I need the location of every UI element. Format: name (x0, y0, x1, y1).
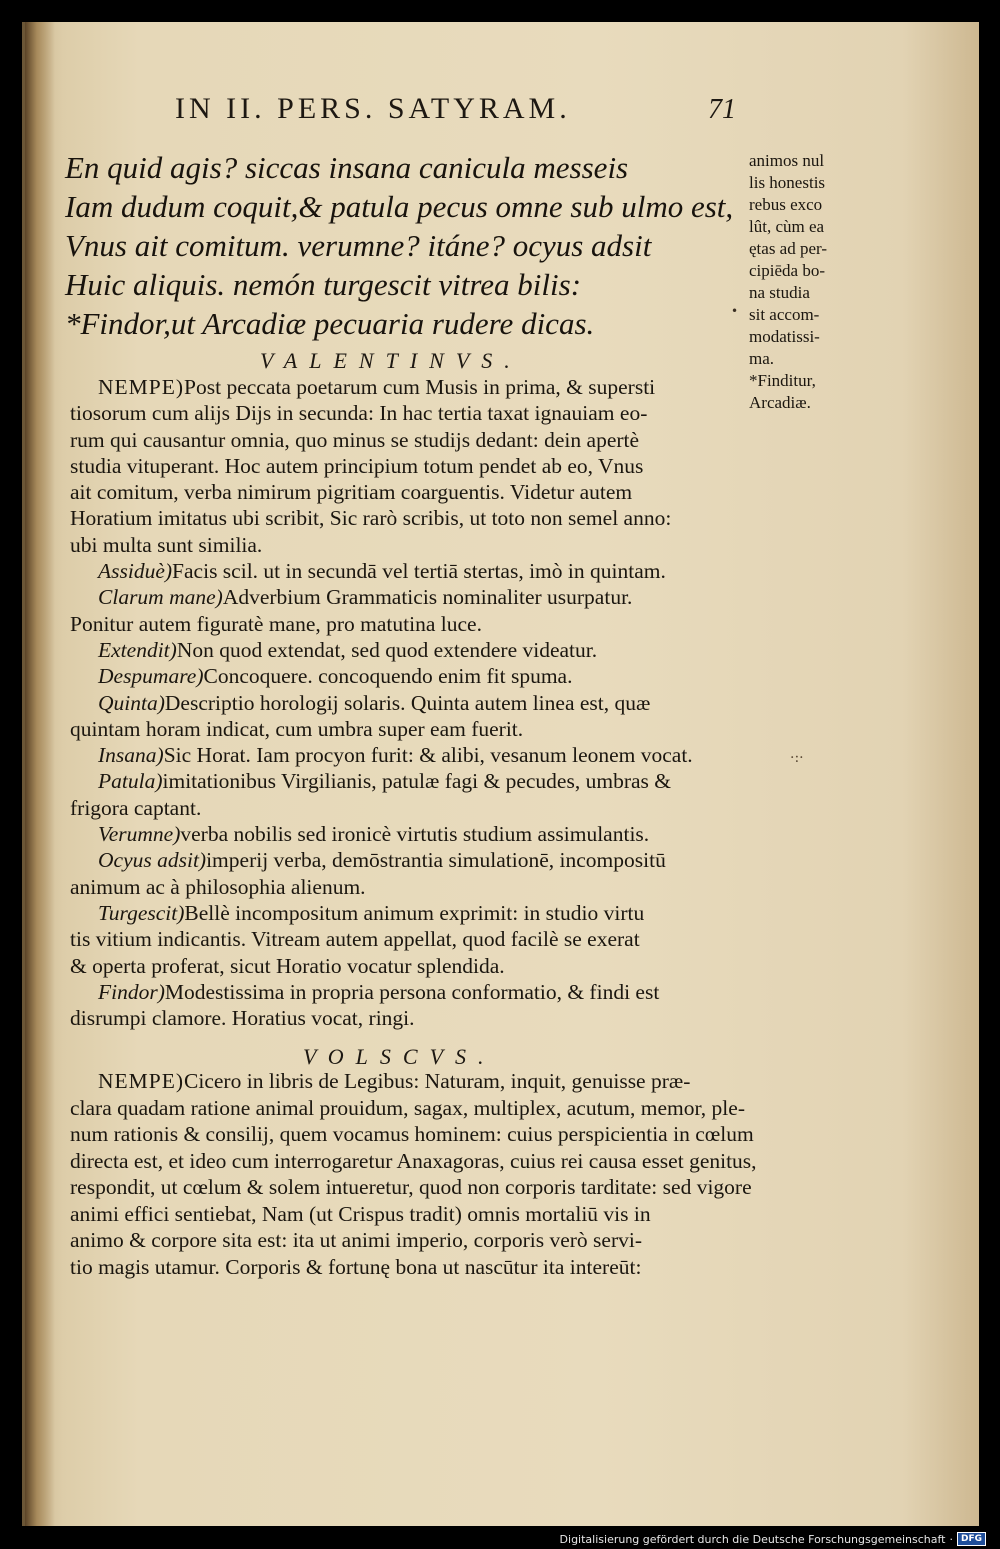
commentary-text: Adverbium Grammaticis nominaliter usurpatur. (222, 585, 633, 610)
commentary-line (70, 716, 748, 742)
page-gutter-shadow (25, 22, 55, 1526)
commentary-text: Concoquere. concoquendo enim fit spuma. (203, 664, 573, 689)
commentary-line (70, 453, 748, 479)
margin-note-line: Arcadiæ. (749, 393, 811, 412)
margin-note-line: *Finditur, (749, 371, 816, 390)
verse-block (65, 148, 734, 343)
commentary-text: Cicero in libris de Legibus: Naturam, inquit, genuisse præ- (184, 1069, 691, 1093)
commentary-line (70, 847, 748, 873)
dfg-logo: DFG (957, 1532, 986, 1546)
commentary-text: studia vituperant. Hoc autem principium totum pendet ab eo, Vnus (70, 453, 644, 478)
page-number: 71 (708, 94, 736, 125)
lemma: Extendit) (98, 637, 177, 662)
commentary-text: directa est, et ideo cum interrogaretur Anaxagoras, cuius rei causa esset genitus, (70, 1148, 757, 1173)
commentary-line (70, 795, 748, 821)
commentary-text: Non quod extendat, sed quod extendere videatur. (176, 637, 598, 662)
margin-note-line: cipiēda bo- (749, 261, 825, 280)
commentary-line (70, 1121, 754, 1148)
commentary-line (70, 427, 748, 453)
commentary-text: Modestissima in propria persona conformatio, & findi est (164, 979, 660, 1004)
lemma: Verumne) (98, 822, 181, 847)
commentary-line (70, 374, 748, 400)
separator: · (949, 1532, 953, 1546)
margin-note-line: ętas ad per- (749, 239, 828, 258)
margin-note-line: animos nul (749, 151, 825, 170)
margin-note-line: modatissi- (749, 327, 820, 346)
margin-note-line: ma. (749, 349, 775, 368)
commentary-line (70, 505, 748, 531)
commentary-text: Bellè incompositum animum exprimit: in studio virtu (184, 900, 645, 925)
margin-note-line: lût, cùm ea (749, 217, 825, 236)
commentary-text: frigora captant. (70, 795, 202, 820)
lemma: Findor) (98, 979, 165, 1004)
lemma: Clarum mane) (98, 585, 223, 610)
commentary-text: ubi multa sunt similia. (70, 532, 263, 557)
commentary-text: Descriptio horologij solaris. Quinta autem linea est, quæ (164, 690, 651, 715)
running-head: IN II. PERS. SATYRAM. (175, 92, 571, 125)
commentary-line (70, 953, 748, 979)
commentary-line (70, 611, 748, 637)
commentary-valentinus (70, 374, 748, 1031)
commentary-text: tis vitium indicantis. Vitream autem appellat, quod facilè se exerat (70, 927, 640, 952)
lemma: Insana) (98, 743, 164, 768)
commentary-line (70, 400, 748, 426)
commentary-line (70, 532, 748, 558)
commentary-line (70, 558, 748, 584)
commentary-line (70, 979, 748, 1005)
commentary-text: Sic Horat. Iam procyon furit: & alibi, vesanum leonem vocat. (163, 743, 693, 768)
credit-text: Digitalisierung gefördert durch die Deutsche Forschungsgemeinschaft (559, 1532, 946, 1546)
ink-speckle: ·:· (790, 750, 804, 766)
commentary-line (70, 742, 748, 768)
commentary-text: tio magis utamur. Corporis & fortunę bona ut nascūtur ita intereūt: (70, 1254, 642, 1279)
verse-line: Huic aliquis. nemón turgescit vitrea bilis: (65, 267, 582, 302)
commentary-text: clara quadam ratione animal prouidum, sagax, multiplex, acutum, memor, ple- (70, 1095, 745, 1120)
commentary-text: Facis scil. ut in secundā vel tertiā stertas, imò in quintam. (172, 559, 666, 584)
commentary-line (70, 1095, 748, 1122)
commentary-line (70, 1148, 757, 1175)
margin-note (749, 150, 859, 414)
commentary-text: animo & corpore sita est: ita ut animi imperio, corporis verò servi- (70, 1228, 642, 1252)
verse-line: *Findor,ut Arcadiæ pecuaria rudere dicas. (65, 306, 595, 341)
margin-mark: • (731, 304, 739, 318)
verse-line: Iam dudum coquit,& patula pecus omne sub ulmo est, (65, 189, 734, 224)
commentary-text: num rationis & consilij, quem vocamus hominem: cuius perspicientia in cœlum (70, 1122, 754, 1146)
section-heading-volscus: VOLSCVS. (303, 1044, 496, 1069)
margin-note-line: sit accom- (749, 305, 820, 324)
margin-note-line: lis honestis (749, 173, 826, 192)
lemma: Despumare) (98, 664, 204, 689)
commentary-text: imperij verba, demōstrantia simulationē, incompositū (206, 848, 666, 873)
commentary-line (70, 584, 748, 610)
book-page (22, 22, 979, 1526)
commentary-line (70, 821, 748, 847)
section-heading-valentinus: VALENTINVS. (260, 348, 522, 373)
lemma: NEMPE) (98, 1069, 185, 1093)
commentary-text: animi effici sentiebat, Nam (ut Crispus tradit) omnis mortaliū vis in (70, 1201, 651, 1226)
commentary-line (70, 768, 748, 794)
lemma: Turgescit) (98, 900, 185, 925)
commentary-text: disrumpi clamore. Horatius vocat, ringi. (70, 1006, 415, 1031)
commentary-text: animum ac à philosophia alienum. (70, 874, 366, 899)
margin-note-line: rebus exco (749, 195, 823, 214)
commentary-text: quintam horam indicat, cum umbra super eam fuerit. (70, 716, 524, 741)
verse-line: Vnus ait comitum. verumne? itáne? ocyus adsit (65, 228, 652, 263)
commentary-volscus (70, 1068, 757, 1280)
margin-note-line: na studia (749, 283, 810, 302)
commentary-line (70, 663, 748, 689)
commentary-text: tiosorum cum alijs Dijs in secunda: In hac tertia taxat ignauiam eo- (70, 401, 648, 426)
commentary-text: Horatium imitatus ubi scribit, Sic rarò scribis, ut toto non semel anno: (70, 506, 672, 531)
commentary-line (70, 1005, 748, 1031)
commentary-text: rum qui causantur omnia, quo minus se studijs dedant: dein apertè (70, 427, 640, 452)
commentary-line (70, 1174, 752, 1201)
commentary-text: Post peccata poetarum cum Musis in prima, & supersti (184, 375, 656, 399)
commentary-line (70, 637, 748, 663)
commentary-line (70, 926, 748, 952)
commentary-line (70, 874, 748, 900)
lemma: Quinta) (98, 690, 165, 715)
commentary-line (70, 900, 748, 926)
commentary-line (70, 1227, 748, 1254)
lemma: NEMPE) (98, 375, 185, 399)
lemma: Ocyus adsit) (98, 848, 207, 873)
commentary-line (70, 479, 748, 505)
commentary-line (70, 690, 748, 716)
commentary-text: Ponitur autem figuratè mane, pro matutina luce. (70, 611, 482, 636)
commentary-text: verba nobilis sed ironicè virtutis studium assimulantis. (180, 822, 650, 847)
commentary-line (70, 1068, 748, 1095)
commentary-text: & operta proferat, sicut Horatio vocatur splendida. (70, 953, 505, 978)
lemma: Assiduè) (98, 559, 173, 584)
commentary-line (70, 1254, 748, 1281)
lemma: Patula) (98, 769, 163, 794)
commentary-text: ait comitum, verba nimirum pigritiam coarguentis. Videtur autem (70, 480, 633, 505)
verse-line: En quid agis? siccas insana canicula messeis (65, 150, 629, 185)
digitization-credit (560, 1532, 986, 1546)
commentary-text: respondit, ut cœlum & solem intueretur, quod non corporis tarditate: sed vigore (70, 1175, 752, 1199)
commentary-text: imitationibus Virgilianis, patulæ fagi & pecudes, umbras & (162, 769, 671, 794)
commentary-line (70, 1201, 748, 1228)
